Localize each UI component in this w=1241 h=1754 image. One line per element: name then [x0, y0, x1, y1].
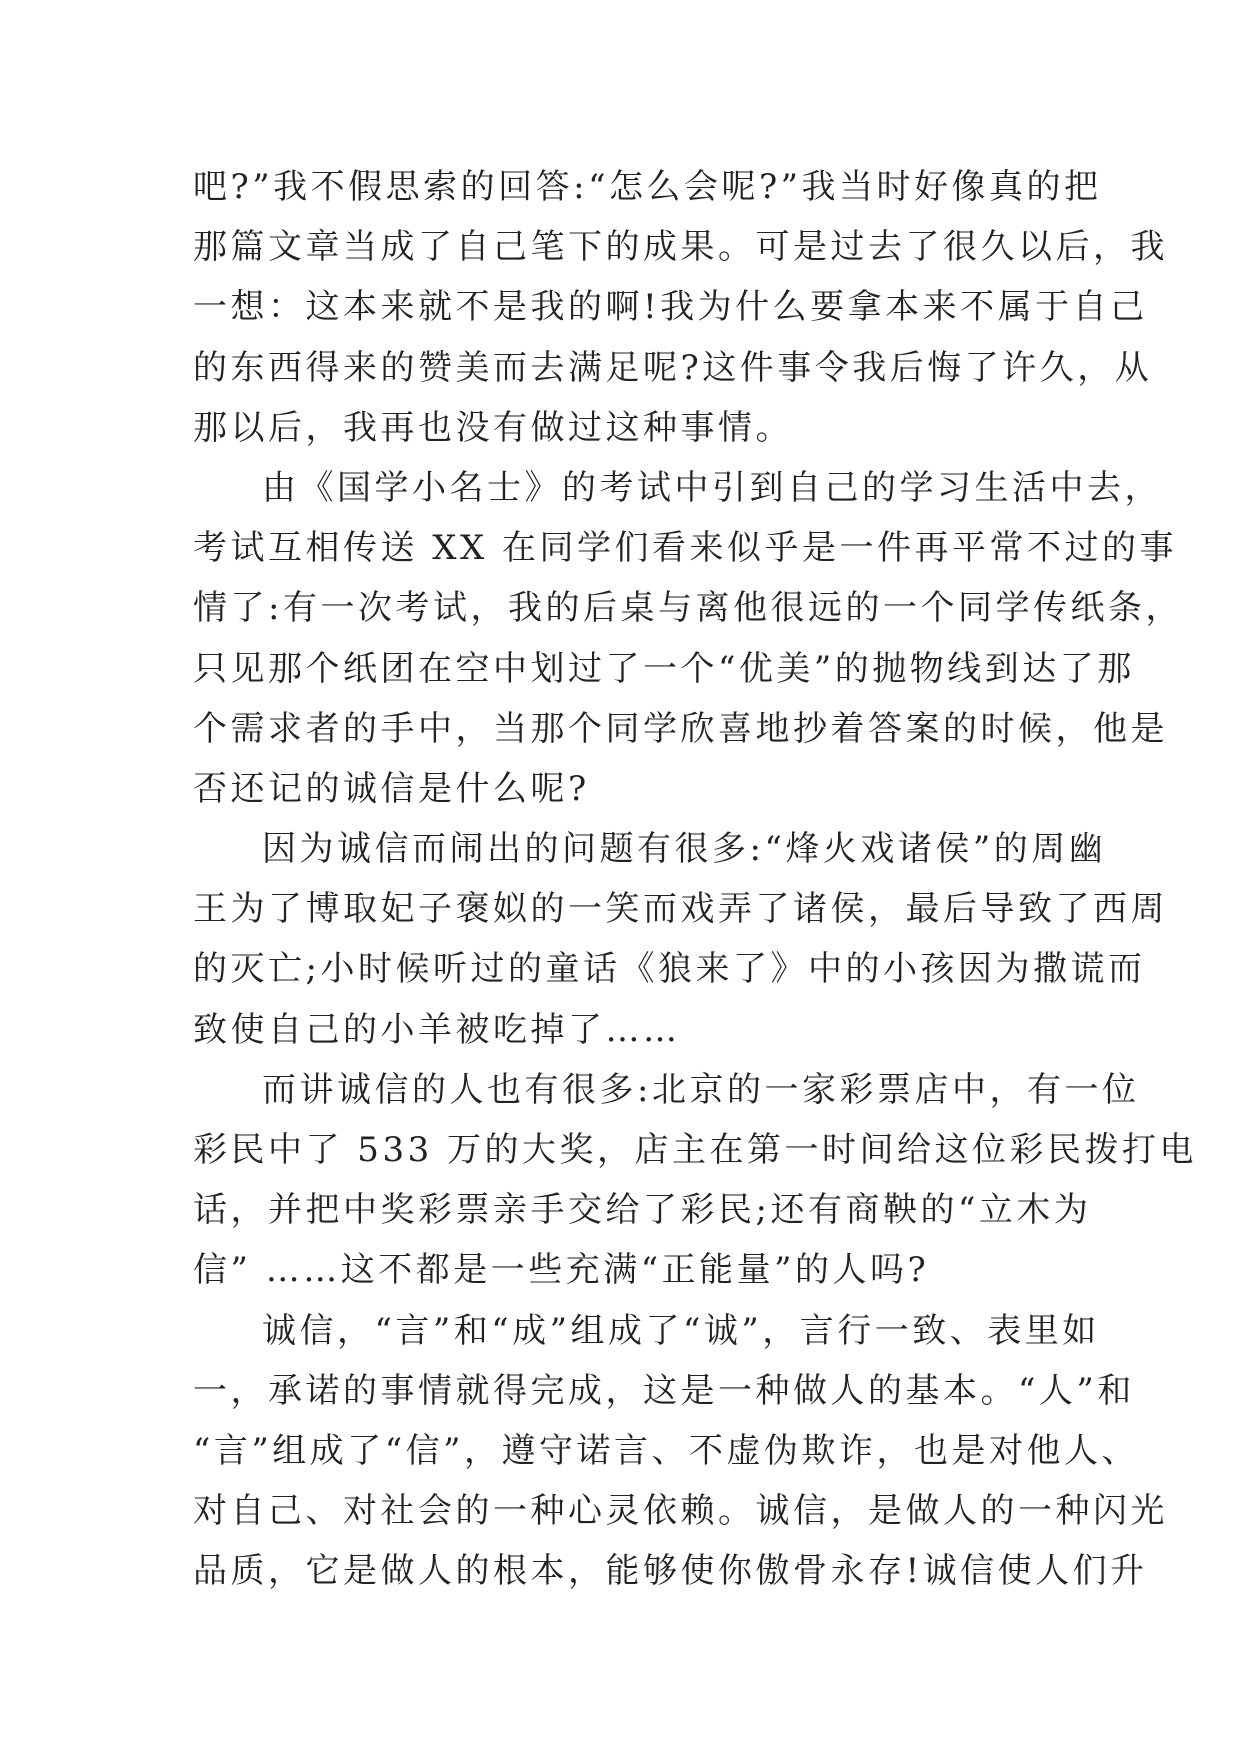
text-line: 的灭亡;小时候听过的童话《狼来了》中的小孩因为撒谎而	[193, 949, 1146, 990]
text-line: 那以后，我再也没有做过这种事情。	[193, 407, 793, 448]
text-line: “言”组成了“信”，遵守诺言、不虚伪欺诈，也是对他人、	[193, 1430, 1140, 1471]
text-line: 否还记的诚信是什么呢?	[193, 768, 590, 809]
text-line: 那篇文章当成了自己笔下的成果。可是过去了很久以后，我	[193, 227, 1168, 268]
text-line: 品质，它是做人的根本，能够使你傲骨永存!诚信使人们升	[193, 1551, 1148, 1592]
text-line: 只见那个纸团在空中划过了一个“优美”的抛物线到达了那	[193, 648, 1135, 689]
text-line: 致使自己的小羊被吃掉了……	[193, 1009, 681, 1050]
text-line: 话，并把中奖彩票亲手交给了彩民;还有商鞅的“立木为	[193, 1190, 1092, 1231]
text-line: 吧?”我不假思索的回答:“怎么会呢?”我当时好像真的把	[193, 167, 1102, 207]
text-line: 王为了博取妃子褒姒的一笑而戏弄了诸侯，最后导致了西周	[193, 889, 1168, 930]
paragraph-first-line: 由《国学小名士》的考试中引到自己的学习生活中去，	[262, 467, 1162, 508]
paragraph-first-line: 而讲诚信的人也有很多:北京的一家彩票店中，有一位	[262, 1069, 1140, 1110]
text-line: 对自己、对社会的一种心灵依赖。诚信，是做人的一种闪光	[193, 1491, 1168, 1532]
text-line: 的东西得来的赞美而去满足呢?这件事令我后悔了许久，从	[193, 347, 1153, 388]
text-line: 彩民中了 533 万的大奖，店主在第一时间给这位彩民拨打电	[193, 1130, 1198, 1170]
body-text	[193, 157, 1198, 1602]
text-line: 一想：这本来就不是我的啊!我为什么要拿本来不属于自己	[193, 287, 1148, 328]
paragraph-first-line: 诚信，“言”和“成”组成了“诚”，言行一致、表里如	[262, 1310, 1100, 1351]
text-line: 一，承诺的事情就得完成，这是一种做人的基本。“人”和	[193, 1370, 1135, 1411]
text-line: 情了:有一次考试，我的后桌与离他很远的一个同学传纸条，	[193, 588, 1183, 629]
text-line: 信” ……这不都是一些充满“正能量”的人吗?	[193, 1250, 930, 1291]
text-line: 个需求者的手中，当那个同学欣喜地抄着答案的时候，他是	[193, 708, 1168, 749]
text-line: 考试互相传送 XX 在同学们看来似乎是一件再平常不过的事	[193, 528, 1178, 569]
paragraph-first-line: 因为诚信而闹出的问题有很多:“烽火戏诸侯”的周幽	[262, 829, 1107, 870]
